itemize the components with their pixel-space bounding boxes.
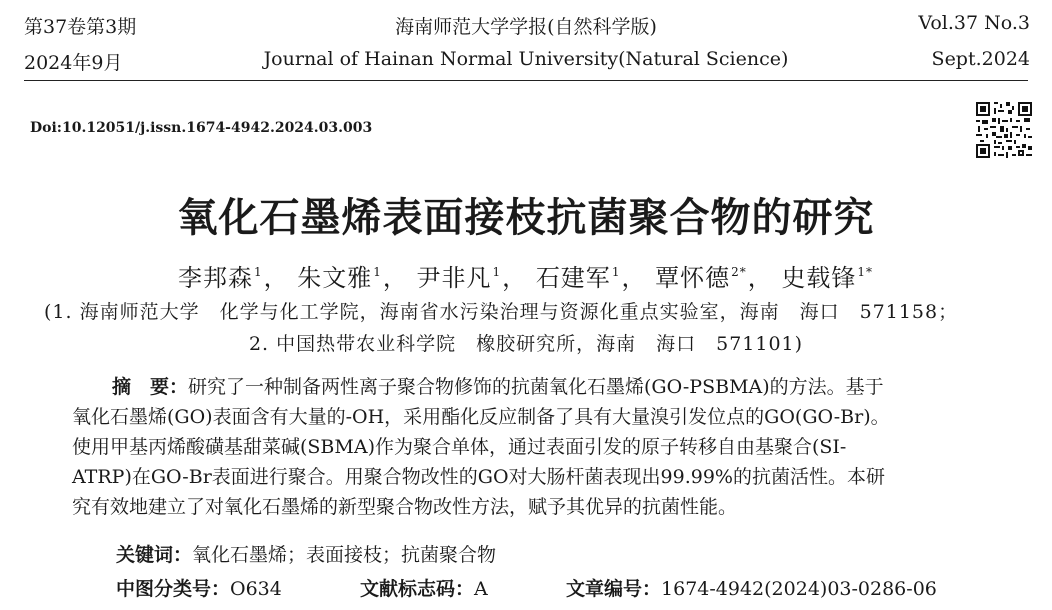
document-code-value: A (474, 578, 488, 600)
author (417, 264, 503, 292)
header-rule (24, 80, 1028, 81)
author (655, 264, 748, 292)
journal-name-cn: 海南师范大学学报(自然科学版) (395, 16, 657, 38)
author-list: 李邦森$^1$， 朱文雅$^1$， 尹非凡$^1$， 石建军$^1$， 覃怀德$^{2*}$， 史载锋$^{1*}$ (177, 264, 874, 292)
author-affiliation-mark: 2* (731, 265, 747, 279)
document-code-label: 文献标志码： (360, 578, 475, 600)
article-number (566, 574, 937, 601)
author (297, 264, 383, 292)
author (178, 264, 264, 292)
affiliation-line-2: 2. 中国热带农业科学院 橡胶研究所，海南 海口 571101) (248, 333, 804, 355)
article-number-label: 文章编号： (566, 578, 662, 600)
author (781, 264, 874, 292)
keywords-label: 关键词： (116, 544, 193, 566)
paper-title: 氧化石墨烯表面接枝抗菌聚合物的研究 (177, 194, 875, 241)
abstract-line (72, 372, 990, 402)
publication-date-en: Sept.2024 (931, 48, 1030, 70)
keywords (116, 540, 496, 567)
abstract-text: 研究了一种制备两性离子聚合物修饰的抗菌氧化石墨烯(GO-PSBMA)的方法。基于 (188, 376, 884, 398)
clc-number (116, 574, 282, 601)
document-code (360, 574, 488, 601)
abstract-line: 氧化石墨烯(GO)表面含有大量的-OH，采用酯化反应制备了具有大量溴引发位点的GO(GO-Br)。 (72, 406, 890, 428)
author-affiliation-mark: 1 (373, 265, 382, 279)
volume-issue-cn: 第37卷第3期 (24, 16, 137, 38)
clc-label: 中图分类号： (116, 578, 231, 600)
author (536, 264, 622, 292)
author-name: 石建军 (535, 264, 611, 292)
author-name: 覃怀德 (655, 264, 731, 292)
author-name: 李邦森 (177, 264, 253, 292)
author-affiliation-mark: 1 (253, 265, 263, 279)
journal-name-en: Journal of Hainan Normal University(Natural Science) (263, 48, 789, 70)
article-number-value: 1674-4942(2024)03-0286-06 (661, 578, 937, 600)
abstract-line: ATRP)在GO-Br表面进行聚合。用聚合物改性的GO对大肠杆菌表现出99.99%的抗菌活性。本研 (72, 466, 885, 488)
clc-value: O634 (230, 578, 282, 600)
qr-code-icon (976, 102, 1032, 158)
abstract-line: 究有效地建立了对氧化石墨烯的新型聚合物改性方法，赋予其优异的抗菌性能。 (72, 496, 738, 518)
author-name: 尹非凡 (416, 264, 492, 292)
keywords-value: 氧化石墨烯；表面接枝；抗菌聚合物 (192, 544, 497, 566)
author-affiliation-mark: 1 (611, 265, 621, 279)
abstract-label: 摘 要： (112, 376, 189, 398)
affiliation-line-1: (1. 海南师范大学 化学与化工学院，海南省水污染治理与资源化重点实验室，海南 海口 571158； (44, 301, 959, 323)
abstract-line: 使用甲基丙烯酸磺基甜菜碱(SBMA)作为聚合单体，通过表面引发的原子转移自由基聚合(SI- (72, 436, 847, 458)
author-name: 朱文雅 (297, 264, 373, 292)
abstract (72, 372, 990, 522)
author-name: 史载锋 (781, 264, 857, 292)
author-affiliation-mark: 1* (857, 265, 874, 279)
doi[interactable]: Doi:10.12051/j.issn.1674-4942.2024.03.003 (30, 120, 373, 136)
author-affiliation-mark: 1 (492, 265, 502, 279)
publication-date-cn: 2024年9月 (24, 52, 123, 74)
volume-issue-en: Vol.37 No.3 (918, 12, 1030, 34)
